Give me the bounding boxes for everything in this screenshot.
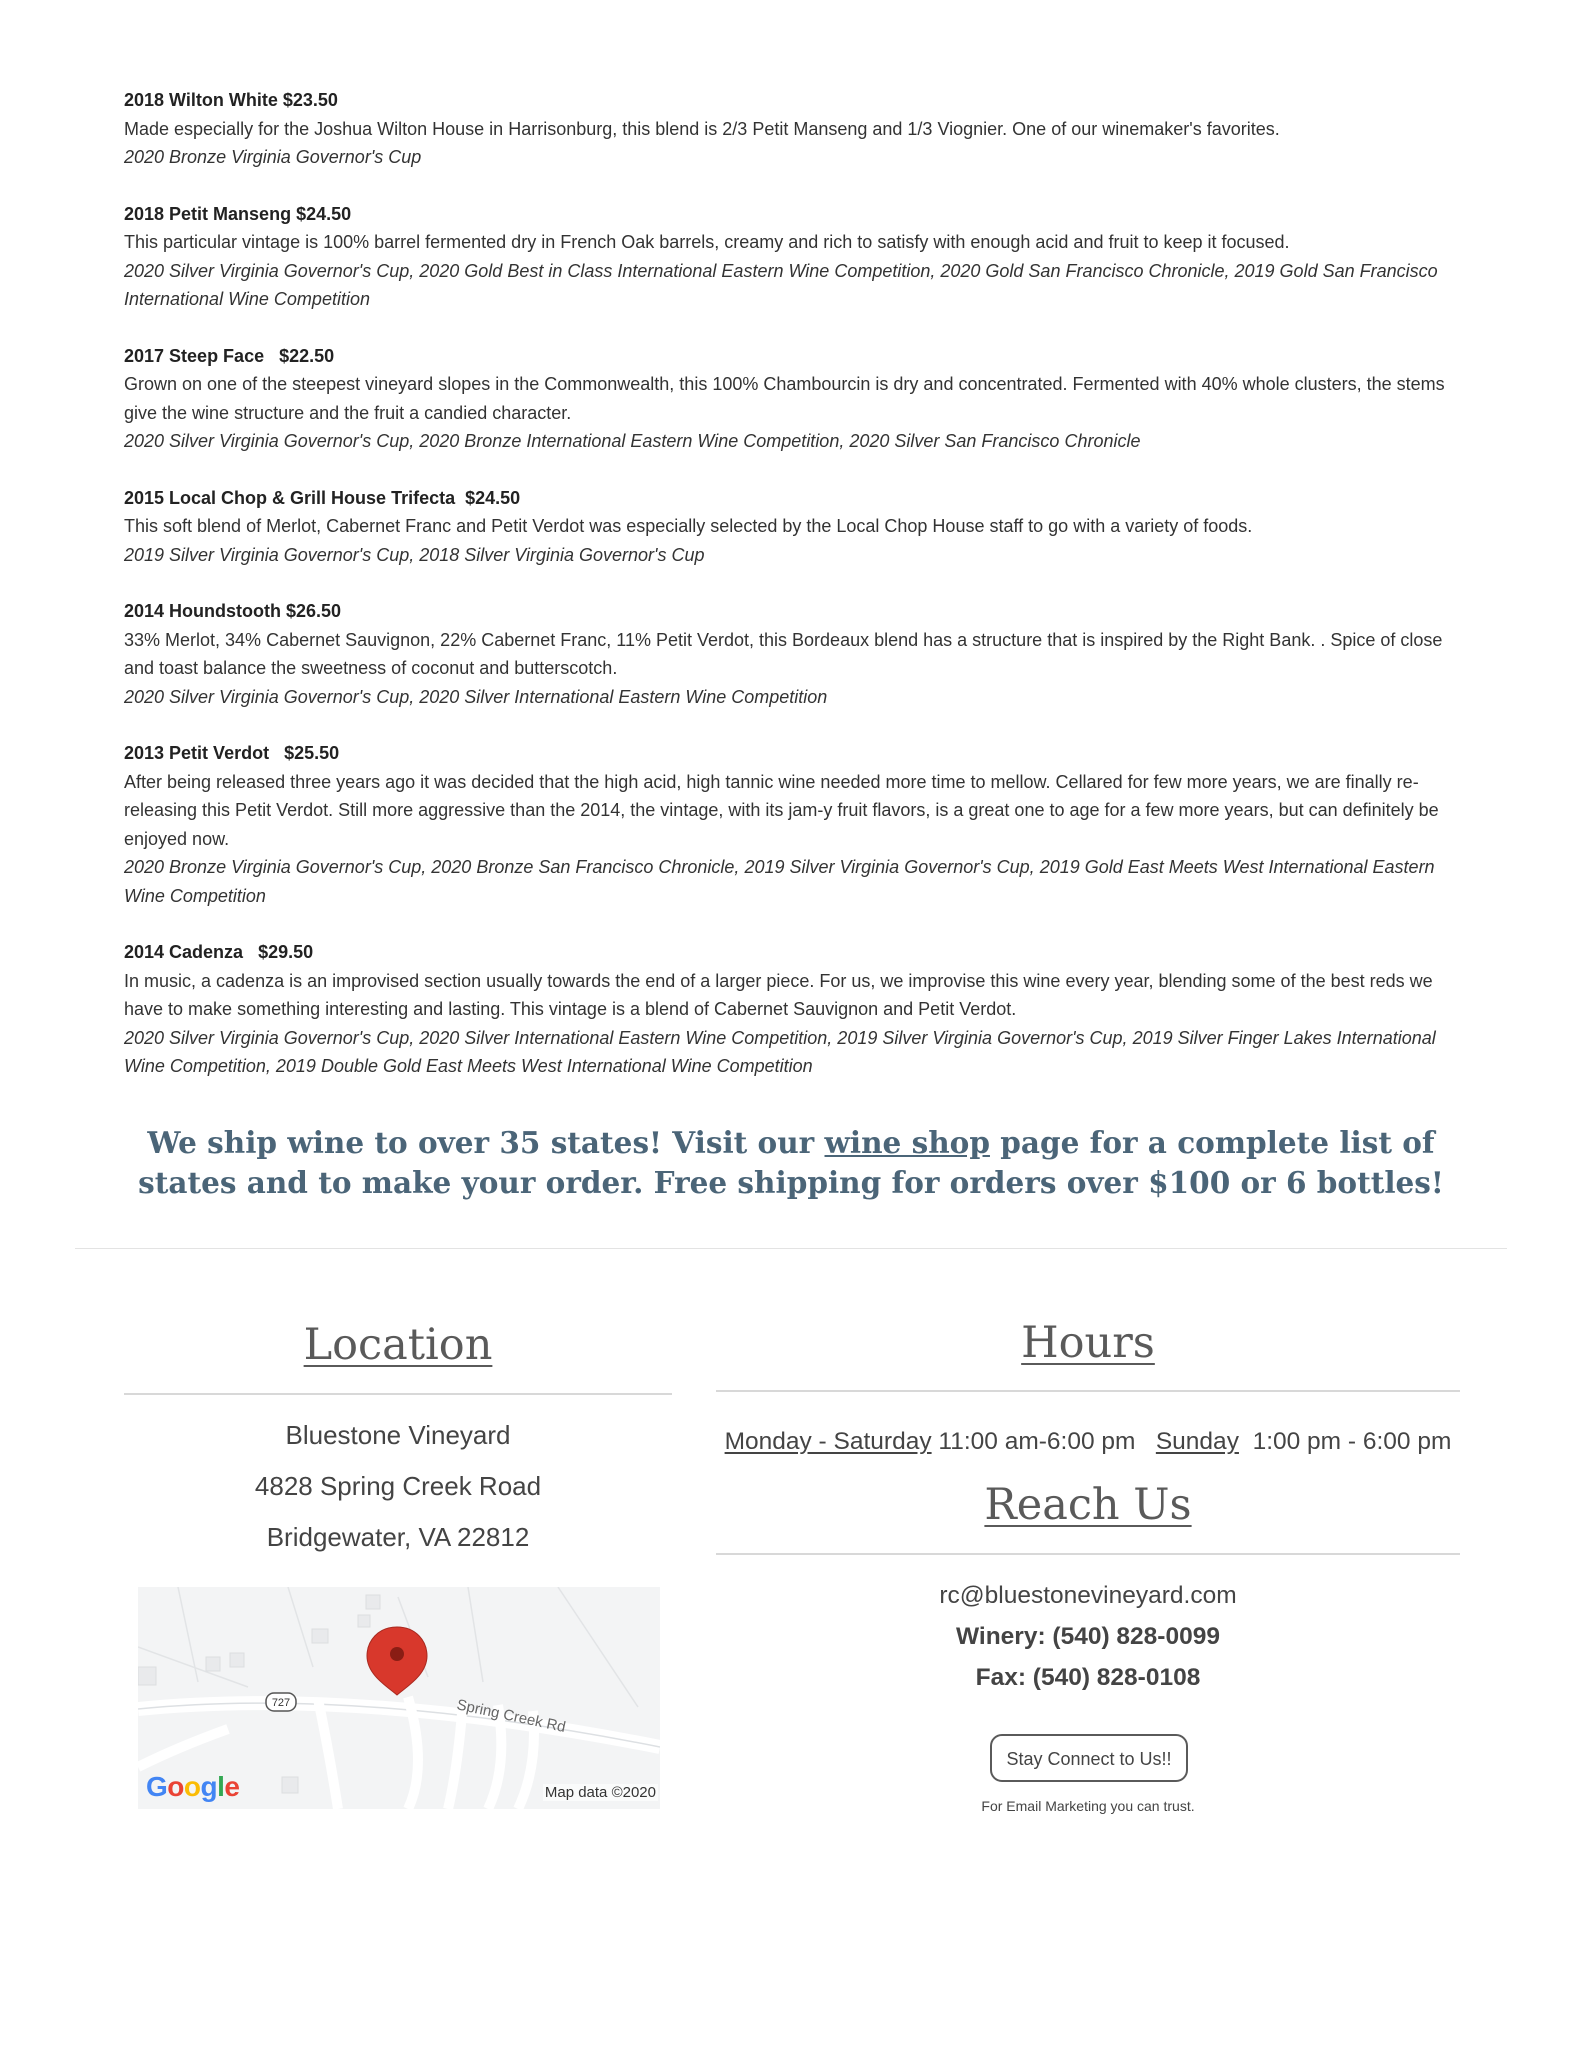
stay-connected-button[interactable]: Stay Connect to Us!!	[990, 1734, 1188, 1782]
email-marketing-tagline: For Email Marketing you can trust.	[981, 1798, 1195, 1814]
wine-awards: 2020 Silver Virginia Governor's Cup, 2020 Silver International Eastern Wine Competition, 2019 Silver Virginia Governor's Cup, 2019 Silver Finger Lakes International Wine Competition, 2019 Double Gold East Meets West International Wine Competition	[124, 1027, 1436, 1076]
reach-us-heading[interactable]: Reach Us	[984, 1480, 1192, 1530]
weekday-link[interactable]: Monday - Saturday	[724, 1428, 932, 1455]
sunday-link[interactable]: Sunday	[1155, 1428, 1239, 1455]
road-label: Spring Creek Rd	[455, 1696, 568, 1736]
wine-title: 2018 Wilton White $23.50	[124, 90, 338, 110]
hours-heading[interactable]: Hours	[1021, 1318, 1155, 1368]
wine-awards: 2020 Silver Virginia Governor's Cup, 2020 Bronze International Eastern Wine Competition, 2020 Silver San Francisco Chronicle	[124, 431, 1141, 451]
wine-title: 2014 Houndstooth $26.50	[124, 601, 342, 621]
wine-title: 2017 Steep Face $22.50	[124, 345, 335, 366]
wine-awards: 2020 Silver Virginia Governor's Cup, 2020 Silver International Eastern Wine Competition	[124, 686, 828, 707]
route-shield-label: 727	[271, 1697, 291, 1709]
hours-rule	[716, 1390, 1460, 1392]
wine-description: This particular vintage is 100% barrel fermented dry in French Oak barrels, creamy and rich to satisfy with enough acid and fruit to keep it focused.	[124, 232, 1290, 252]
weekday-hours: 11:00 am-6:00 pm	[931, 1428, 1156, 1455]
wine-shop-link[interactable]: wine shop	[824, 1125, 990, 1160]
wine-description: Grown on one of the steepest vineyard slopes in the Commonwealth, this 100% Chambourcin is dry and concentrated. Fermented with 40% whole clusters, the stems give the wine structure and the fruit a candied character.	[124, 374, 1445, 423]
map-attribution[interactable]: Map data ©2020	[544, 1784, 656, 1801]
vineyard-name: Bluestone Vineyard	[285, 1420, 511, 1450]
wine-item	[124, 938, 1464, 1081]
shipping-banner	[110, 1123, 1472, 1203]
winery-phone: Winery: (540) 828-0099	[956, 1623, 1220, 1650]
wine-description: 33% Merlot, 34% Cabernet Sauvignon, 22% Cabernet Franc, 11% Petit Verdot, this Bordeaux blend has a structure that is inspired by the Right Bank. . Spice of close and toast balance the sweetness of coconut and butterscotch.	[124, 629, 1443, 678]
fax-number: Fax: (540) 828-0108	[975, 1664, 1201, 1691]
shipping-text-start: We ship wine to over 35 states! Visit our	[147, 1125, 825, 1160]
google-logo: Google	[146, 1771, 240, 1802]
hours-line	[716, 1426, 1460, 1458]
wine-title: 2014 Cadenza $29.50	[124, 942, 314, 962]
email-address[interactable]: rc@bluestonevineyard.com	[939, 1582, 1237, 1609]
wine-item	[124, 342, 1464, 456]
wine-awards: 2020 Bronze Virginia Governor's Cup	[124, 147, 422, 167]
street-address: 4828 Spring Creek Road	[254, 1471, 542, 1501]
wine-description: This soft blend of Merlot, Cabernet Franc and Petit Verdot was especially selected by the Local Chop House staff to go with a variety of foods.	[124, 516, 1253, 536]
route-shield-icon	[266, 1693, 296, 1711]
city-address: Bridgewater, VA 22812	[266, 1522, 530, 1552]
location-heading[interactable]: Location	[303, 1320, 493, 1370]
shipping-text-end: page for a complete list of states and to make your order. Free shipping for orders over $100 or 6 bottles!	[138, 1125, 1444, 1200]
location-rule	[124, 1393, 672, 1395]
location-map[interactable]	[138, 1587, 660, 1809]
wine-description: In music, a cadenza is an improvised section usually towards the end of a larger piece. For us, we improvise this wine every year, blending some of the best reds we have to make something interesting and lasting. This vintage is a blend of Cabernet Sauvignon and Petit Verdot.	[124, 970, 1433, 1019]
wine-list	[124, 86, 1464, 1109]
section-divider	[75, 1248, 1507, 1249]
wine-awards: 2020 Silver Virginia Governor's Cup, 2020 Gold Best in Class International Eastern Wine Competition, 2020 Gold San Francisco Chronicle, 2019 Gold San Francisco International Wine Competition	[124, 260, 1438, 309]
wine-item	[124, 86, 1464, 172]
wine-awards: 2020 Bronze Virginia Governor's Cup, 2020 Bronze San Francisco Chronicle, 2019 Silver Virginia Governor's Cup, 2019 Gold East Meets West International Eastern Wine Competition	[124, 857, 1435, 906]
wine-item	[124, 597, 1464, 711]
wine-description: Made especially for the Joshua Wilton House in Harrisonburg, this blend is 2/3 Petit Manseng and 1/3 Viognier. One of our winemaker's favorites.	[124, 118, 1280, 139]
wine-title: 2018 Petit Manseng $24.50	[124, 203, 352, 224]
wine-item	[124, 739, 1464, 910]
sunday-hours: 1:00 pm - 6:00 pm	[1238, 1428, 1452, 1455]
reach-us-rule	[716, 1553, 1460, 1555]
wine-awards: 2019 Silver Virginia Governor's Cup, 2018 Silver Virginia Governor's Cup	[124, 544, 705, 565]
wine-title: 2015 Local Chop & Grill House Trifecta $24.50	[124, 487, 521, 508]
wine-title: 2013 Petit Verdot $25.50	[124, 743, 340, 763]
wine-item	[124, 484, 1464, 570]
wine-description: After being released three years ago it was decided that the high acid, high tannic wine needed more time to mellow. Cellared for few more years, we are finally re-releasing this Petit Verdot. Still more aggressive than the 2014, the vintage, with its jam-y fruit flavors, is a great one to age for a few more years, but can definitely be enjoyed now.	[124, 771, 1439, 849]
wine-item	[124, 200, 1464, 314]
